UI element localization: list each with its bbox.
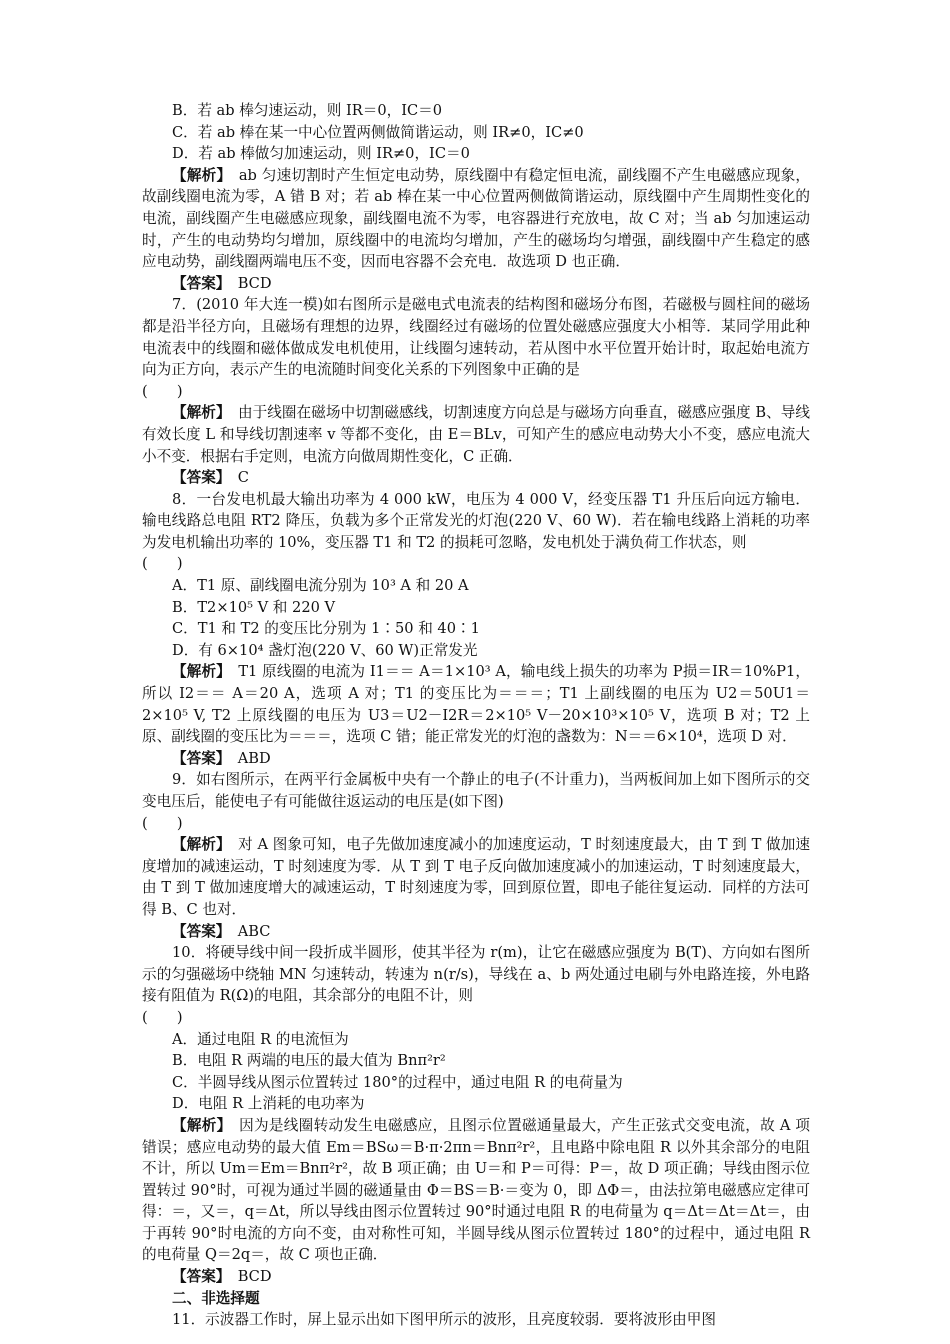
q10-analysis [142, 1115, 810, 1266]
q6-analysis [142, 165, 810, 273]
q10-option-c: C．半圆导线从图示位置转过 180°的过程中，通过电阻 R 的电荷量为 [172, 1073, 623, 1091]
q7-answer-text: C [237, 469, 249, 487]
q6-answer-text: BCD [237, 274, 272, 292]
q10-option-a: A．通过电阻 R 的电流恒为 [172, 1030, 349, 1048]
q8-stem: 8．一台发电机最大输出功率为 4 000 kW，电压为 4 000 V，经变压器 T1 升压后向远方输电．输电线路总电阻 RT2 降压，负载为多个正常发光的灯泡(220 V、60 W)．若在输电线路上消耗的功率为发电机输出功率的 10%，变压器 T1 和 T2 的损耗可忽略，发电机处于满负荷工作状态，则 [142, 490, 810, 551]
q8-option-c: C．T1 和 T2 的变压比分别为 1∶50 和 40∶1 [172, 620, 480, 638]
q7-answer [142, 467, 810, 489]
q6-answer [142, 273, 810, 295]
section-title: 二、非选择题 [172, 1289, 260, 1307]
q10-analysis-text: 因为是线圈转动发生电磁感应，且图示位置磁通量最大，产生正弦式交变电流，故 A 项错误；感应电动势的最大值 Em＝BSω＝B·π·2πn＝Bnπ²r²，且电路中除电阻 R 以外其余部分的电阻不计，所以 Um＝Em＝Bnπ²r²，故 B 项正确；由 U＝和 P＝可得：P＝，故 D 项正确；导线由图示位置转过 90°时，可视为通过半圆的磁通量由 Φ＝BS＝B·＝变为 0，即 ΔΦ＝，由法拉第电磁感应定律可得：＝，又＝，q＝Δt，所以导线由图示位置转过 90°时通过电阻 R 的电荷量为 q＝Δt＝Δt＝Δt＝，由于再转 90°时电流的方向不变，由对称性可知，半圆导线从图示位置转过 180°的过程中，通过电阻 R 的电荷量 Q＝2q＝，故 C 项也正确． [142, 1116, 810, 1264]
q8-answer [142, 748, 810, 770]
q6-analysis-text: ab 匀速切割时产生恒定电动势，原线圈中有稳定恒电流，副线圈不产生电磁感应现象，故副线圈电流为零，A 错 B 对；若 ab 棒在某一中心位置两侧做简谐运动，原线圈中产生周期性变化的电流，副线圈产生电磁感应现象，副线圈电流不为零，电容器进行充放电，故 C 对；当 ab 匀加速运动时，产生的电动势均匀增加，原线圈中的电流均匀增加，产生的磁场均匀增强，副线圈中产生稳定的感应电动势，副线圈两端电压不变，因而电容器不会充电．故选项 D 也正确． [142, 166, 810, 271]
q9-answer-text: ABC [237, 922, 271, 940]
q10-answer [142, 1266, 810, 1288]
q10-answer-bracket: ( ) [142, 1008, 183, 1026]
q7-analysis [142, 402, 810, 467]
q6-option-c: C．若 ab 棒在某一中心位置两侧做简谐运动，则 IR≠0，IC≠0 [172, 123, 584, 141]
q6-analysis-label: 【解析】 [172, 166, 224, 184]
q8-option-a: A．T1 原、副线圈电流分别为 10³ A 和 20 A [172, 577, 469, 595]
q8-option-d: D．有 6×10⁴ 盏灯泡(220 V、60 W)正常发光 [172, 641, 478, 659]
q10-answer-text: BCD [237, 1268, 272, 1286]
q9-analysis-text: 对 A 图象可知，电子先做加速度减小的加速度运动，T 时刻速度最大，由 T 到 T 做加速度增加的减速运动，T 时刻速度为零．从 T 到 T 电子反向做加速度减小的加速运动，T 时刻速度最大，由 T 到 T 做加速度增大的减速运动，T 时刻速度为零，回到原位置，即电子能往复运动．同样的方法可得 B、C 也对． [142, 836, 811, 918]
q9-answer-label: 【答案】 [172, 922, 224, 940]
q10-answer-label: 【答案】 [172, 1268, 224, 1286]
q10-option-b: B．电阻 R 两端的电压的最大值为 Bnπ²r² [172, 1052, 446, 1070]
q6-answer-label: 【答案】 [172, 274, 224, 292]
q8-analysis-label: 【解析】 [172, 663, 224, 681]
q7-stem: 7．(2010 年大连一模)如右图所示是磁电式电流表的结构图和磁场分布图，若磁极与圆柱间的磁场都是沿半径方向，且磁场有理想的边界，线圈经过有磁场的位置处磁感应强度大小相等．某同学用此种电流表中的线圈和磁体做成发电机使用，让线圈匀速转动，若从图中水平位置开始计时，取起始电流方向为正方向，表示产生的电流随时间变化关系的下列图象中正确的是 [142, 296, 810, 379]
q8-analysis-text: T1 原线圈的电流为 I1＝＝ A＝1×10³ A，输电线上损失的功率为 P损＝IR＝10%P1，所以 I2＝＝ A＝20 A，选项 A 对；T1 的变压比为＝＝＝；T1 上副线圈的电压为 U2＝50U1＝2×10⁵ V, T2 上原线圈的电压为 U3＝U2－I2R＝2×10⁵ V－20×10³×10⁵ V，选项 B 对；T2 上原、副线圈的变压比为＝＝＝，选项 C 错；能正常发光的灯泡的盏数为：N＝＝6×10⁴，选项 D 对． [142, 663, 810, 746]
q9-stem: 9．如右图所示，在两平行金属板中央有一个静止的电子(不计重力)，当两板间加上如下图所示的交变电压后，能使电子有可能做往返运动的电压是(如下图) [142, 771, 810, 810]
q7-analysis-label: 【解析】 [172, 404, 224, 422]
q10-stem: 10．将硬导线中间一段折成半圆形，使其半径为 r(m)，让它在磁感应强度为 B(T)、方向如右图所示的匀强磁场中绕轴 MN 匀速转动，转速为 n(r/s)，导线在 a、b 两处通过电刷与外电路连接，外电路接有阻值为 R(Ω)的电阻，其余部分的电阻不计，则 [142, 944, 810, 1005]
q10-option-d: D．电阻 R 上消耗的电功率为 [172, 1095, 365, 1113]
q9-analysis [142, 834, 810, 920]
q7-analysis-text: 由于线圈在磁场中切割磁感线，切割速度方向总是与磁场方向垂直，磁感应强度 B、导线有效长度 L 和导线切割速率 v 等都不变化，由 E＝BLv，可知产生的感应电动势大小不变，感应电流大小不变．根据右手定则，电流方向做周期性变化，C 正确． [142, 404, 810, 465]
q8-answer-text: ABD [237, 749, 271, 767]
q8-answer-label: 【答案】 [172, 749, 224, 767]
q6-option-b: B．若 ab 棒匀速运动，则 IR＝0，IC＝0 [172, 102, 443, 119]
q8-answer-bracket: ( ) [142, 555, 183, 573]
q9-analysis-label: 【解析】 [172, 836, 224, 854]
q8-analysis [142, 661, 810, 747]
q7-answer-label: 【答案】 [172, 469, 224, 487]
q6-option-d: D．若 ab 棒做匀加速运动，则 IR≠0，IC＝0 [172, 145, 470, 163]
q7-answer-bracket: ( ) [142, 382, 183, 400]
q9-answer [142, 921, 810, 943]
q11-stem: 11．示波器工作时，屏上显示出如下图甲所示的波形，且亮度较弱．要将波形由甲图 [172, 1311, 716, 1329]
document-body [142, 100, 810, 1331]
q9-answer-bracket: ( ) [142, 814, 183, 832]
q8-option-b: B．T2×10⁵ V 和 220 V [172, 598, 336, 616]
q10-analysis-label: 【解析】 [172, 1116, 225, 1134]
